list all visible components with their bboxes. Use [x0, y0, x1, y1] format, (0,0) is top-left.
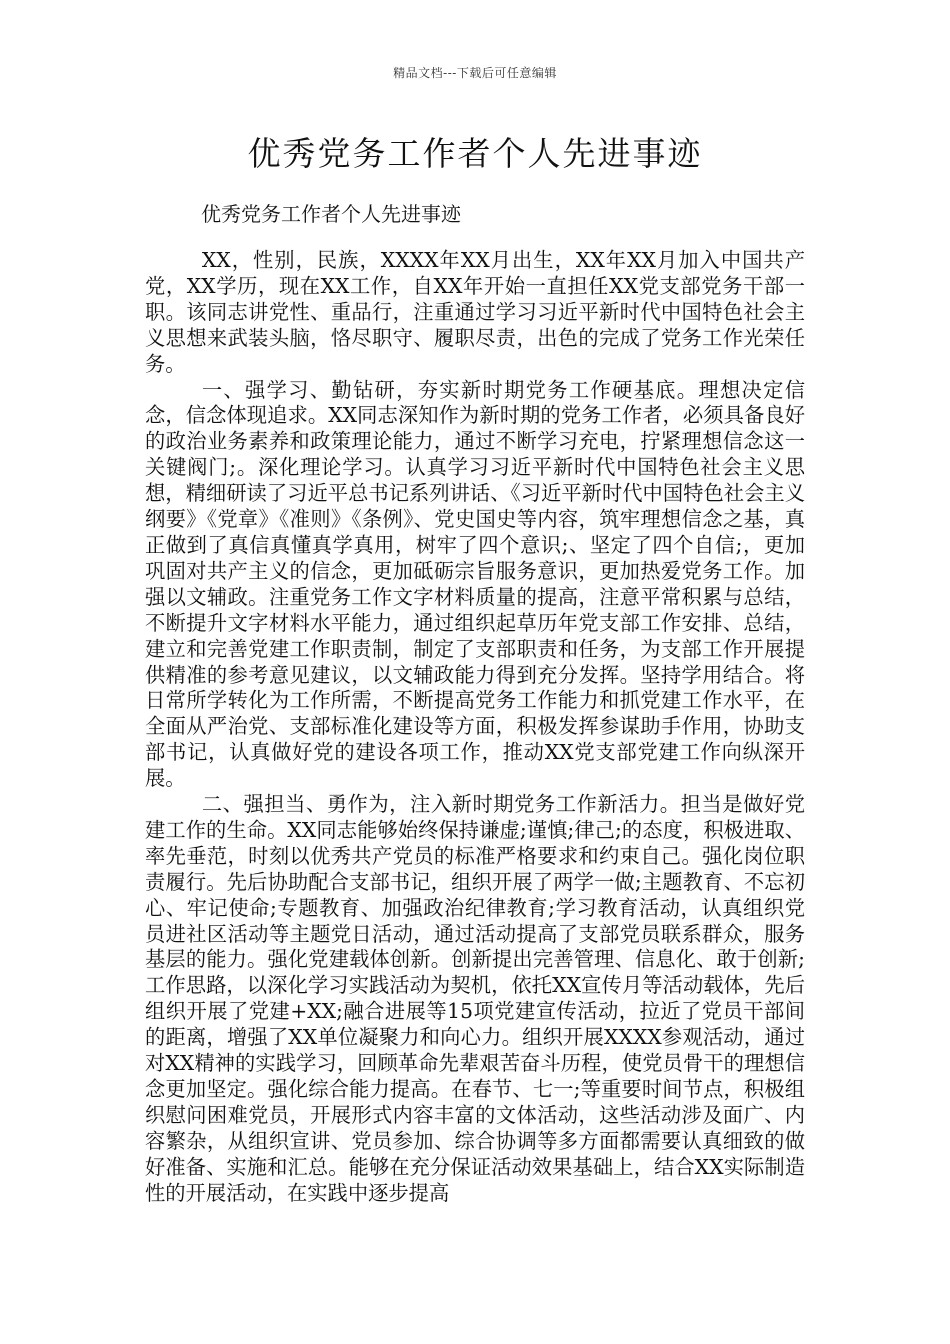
header-note: 精品文档---下载后可任意编辑	[393, 66, 557, 80]
document-subtitle: 优秀党务工作者个人先进事迹	[201, 202, 461, 226]
paragraph-section-two: 二、强担当、勇作为，注入新时期党务工作新活力。担当是做好党建工作的生命。XX同志能够始终保持谦虚;谨慎;律己;的态度，积极进取、率先垂范，时刻以优秀共产党员的标准严格要求和约束自己。强化岗位职责履行。先后协助配合支部书记，组织开展了两学一做;主题教育、不忘初心、牢记使命;专题教育、加强政治纪律教育;学习教育活动，认真组织党员进社区活动等主题党日活动，通过活动提高了支部党员联系群众，服务基层的能力。强化党建载体创新。创新提出完善管理、信息化、敢于创新;工作思路，以深化学习实践活动为契机，依托XX宣传月等活动载体，先后组织开展了党建+XX;融合进展等15项党建宣传活动，拉近了党员干部间的距离，增强了XX单位凝聚力和向心力。组织开展XXXX参观活动，通过对XX精神的实践学习，回顾革命先辈艰苦奋斗历程，使党员骨干的理想信念更加坚定。强化综合能力提高。在春节、七一;等重要时间节点，积极组织慰问困难党员，开展形式内容丰富的文体活动，这些活动涉及面广、内容繁杂，从组织宣讲、党员参加、综合协调等多方面都需要认真细致的做好准备、实施和汇总。能够在充分保证活动效果基础上，结合XX实际制造性的开展活动，在实践中逐步提高	[145, 792, 805, 1205]
paragraph-section-one: 一、强学习、勤钻研，夯实新时期党务工作硬基底。理想决定信念，信念体现追求。XX同志深知作为新时期的党务工作者，必须具备良好的政治业务素养和政策理论能力，通过不断学习充电，拧紧理想信念这一关键阀门;。深化理论学习。认真学习习近平新时代中国特色社会主义思想，精细研读了习近平总书记系列讲话、《习近平新时代中国特色社会主义纲要》《党章》《准则》《条例》、党史国史等内容，筑牢理想信念之基，真正做到了真信真懂真学真用，树牢了四个意识;、坚定了四个自信;，更加巩固对共产主义的信念，更加砥砺宗旨服务意识，更加热爱党务工作。加强以文辅政。注重党务工作文字材料质量的提高，注意平常积累与总结，不断提升文字材料水平能力，通过组织起草历年党支部工作安排、总结，建立和完善党建工作职责制，制定了支部职责和任务，为支部工作开展提供精准的参考意见建议，以文辅政能力得到充分发挥。坚持学用结合。将日常所学转化为工作所需，不断提高党务工作能力和抓党建工作水平，在全面从严治党、支部标准化建设等方面，积极发挥参谋助手作用，协助支部书记，认真做好党的建设各项工作，推动XX党支部党建工作向纵深开展。	[145, 377, 805, 791]
document-body	[145, 248, 805, 1207]
document-title: 优秀党务工作者个人先进事迹	[247, 134, 703, 173]
paragraph-intro: XX，性别，民族，XXXX年XX月出生，XX年XX月加入中国共产党，XX学历，现在XX工作，自XX年开始一直担任XX党支部党务干部一职。该同志讲党性、重品行，注重通过学习习近平新时代中国特色社会主义思想来武装头脑，恪尽职守、履职尽责，出色的完成了党务工作光荣任务。	[145, 248, 805, 376]
